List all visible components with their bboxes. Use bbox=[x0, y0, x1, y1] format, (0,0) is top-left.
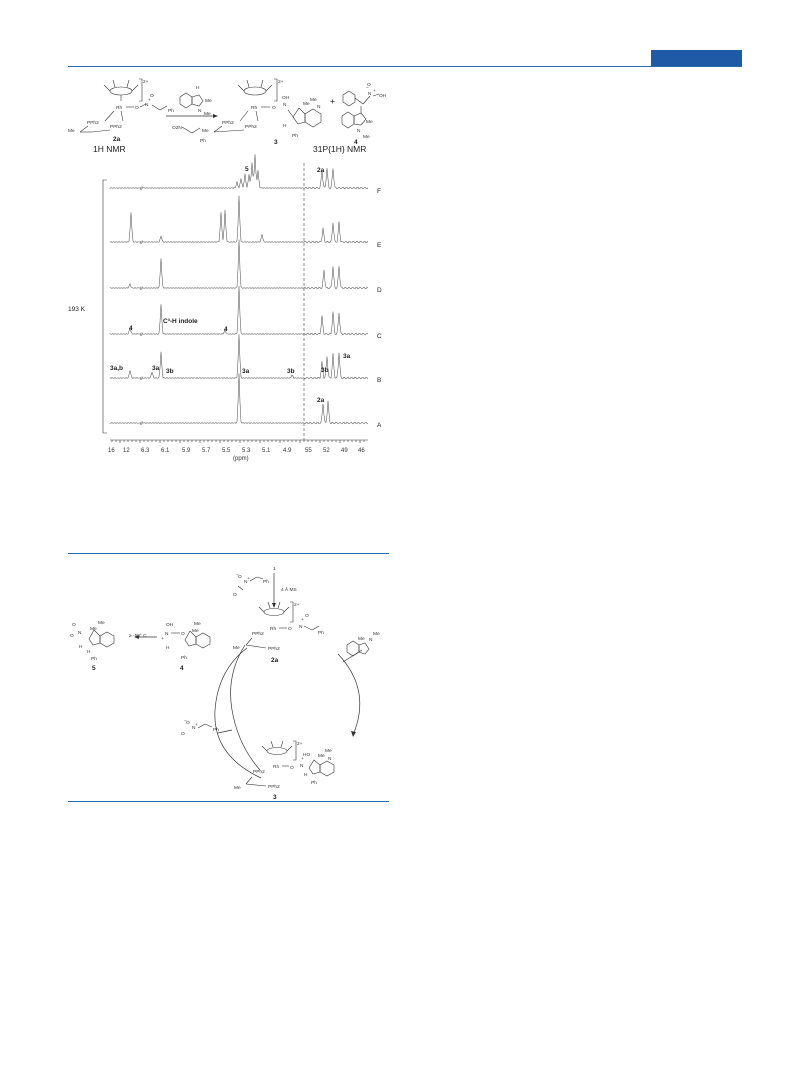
arrowhead-icon-3 bbox=[351, 731, 356, 737]
charge-label-2: 2+ bbox=[278, 80, 284, 85]
catalytic-cycle-figure bbox=[0, 555, 809, 805]
h-label-4: H bbox=[166, 646, 170, 651]
o2n-label: O2N bbox=[172, 126, 182, 131]
tick-5-1: 5.1 bbox=[262, 448, 271, 454]
me-label-4: Me bbox=[303, 102, 310, 107]
start-nitrone bbox=[233, 573, 269, 598]
n-label-14: N bbox=[78, 631, 82, 636]
n-label-8: N bbox=[299, 625, 303, 630]
o-label-6: O bbox=[233, 593, 237, 598]
plus-label: + bbox=[148, 98, 151, 103]
peak-label-b-3a: 3a bbox=[152, 365, 160, 372]
plus-label-5: + bbox=[195, 723, 198, 728]
peak-label-b-3ab: 3a,b bbox=[110, 365, 124, 372]
peak-label-f-5: 5 bbox=[245, 166, 249, 173]
arrowhead-icon bbox=[213, 114, 218, 118]
spectrum-trace-c bbox=[110, 286, 368, 335]
minus-label-2: − bbox=[236, 573, 239, 578]
spectrum-trace-f bbox=[110, 154, 368, 189]
start-label: 1 bbox=[273, 567, 276, 572]
n-label: N bbox=[145, 103, 149, 108]
axis-break-icon: // bbox=[140, 187, 143, 192]
charge-label-4: 2+ bbox=[297, 742, 303, 747]
axis-unit: (ppm) bbox=[233, 456, 249, 462]
spectrum-trace-e bbox=[110, 196, 368, 243]
n-label-9: N bbox=[369, 638, 373, 643]
me-label-8: Me bbox=[363, 135, 370, 140]
o-label-11: O bbox=[290, 766, 294, 771]
tick-55: 55 bbox=[305, 448, 312, 454]
me-label-6: Me bbox=[202, 129, 209, 134]
trace-letter-a: A bbox=[377, 422, 382, 429]
o-label: O bbox=[135, 106, 139, 111]
peak-label-b-3a-mid: 3a bbox=[242, 368, 250, 375]
n-label-13: N bbox=[165, 632, 169, 637]
nmr-1h-title: 1H NMR bbox=[93, 144, 126, 154]
n-label-11: N bbox=[300, 764, 304, 769]
plus-sign: + bbox=[330, 96, 335, 106]
charge-label-3: 2+ bbox=[294, 603, 300, 608]
ho-label: HO bbox=[303, 753, 311, 758]
tick-6-3: 6.3 bbox=[141, 448, 150, 454]
n-label-2: N bbox=[198, 109, 202, 114]
minus-label: − bbox=[366, 86, 369, 91]
me-label-7: Me bbox=[366, 120, 373, 125]
me-label-17: Me bbox=[90, 627, 97, 632]
cycle-indole bbox=[347, 631, 380, 656]
tick-52: 52 bbox=[323, 448, 330, 454]
nmr-figure bbox=[0, 0, 809, 470]
arrowhead-icon-2 bbox=[272, 603, 276, 608]
me-label: Me bbox=[68, 129, 75, 134]
peak-label-b-3b-mid: 3b bbox=[287, 368, 295, 375]
cycle-label-2a: 2a bbox=[271, 657, 279, 664]
h-label-6: H bbox=[87, 650, 91, 655]
tick-6-1: 6.1 bbox=[161, 448, 170, 454]
pph2-label-3: PPh2 bbox=[222, 121, 234, 126]
release-arrow bbox=[218, 730, 232, 733]
figure-rule-top bbox=[68, 553, 389, 554]
o-label-14: O bbox=[70, 634, 74, 639]
minus-label-3: − bbox=[184, 719, 187, 724]
peak-label-a-2a: 2a bbox=[317, 397, 325, 404]
o-label-4: O bbox=[367, 83, 371, 88]
n-label-5: N bbox=[368, 92, 372, 97]
ph-label-4: Ph bbox=[263, 580, 269, 585]
tick-5-5: 5.5 bbox=[222, 448, 231, 454]
rh-label-4: Rh bbox=[273, 765, 280, 770]
cycle-complex-3 bbox=[234, 741, 334, 801]
axis-break-icon: // bbox=[140, 333, 143, 338]
cycle-arc-left bbox=[215, 648, 261, 778]
cycle-product-4 bbox=[161, 621, 210, 672]
trace-letter-c: C bbox=[377, 333, 382, 340]
me-label-14: Me bbox=[234, 786, 241, 791]
n-label-4: N bbox=[317, 105, 321, 110]
pph2-label-5: PPh2 bbox=[252, 632, 264, 637]
product-4 bbox=[342, 82, 387, 146]
cycle-arc-right bbox=[338, 654, 360, 735]
o-label-8: O bbox=[305, 614, 309, 619]
cycle-label-4: 4 bbox=[180, 665, 184, 672]
tick-46: 46 bbox=[358, 448, 365, 454]
indole-reagent bbox=[180, 85, 212, 117]
peak-label-c-indole: C³-H indole bbox=[163, 318, 198, 325]
tick-5-7: 5.7 bbox=[202, 448, 211, 454]
n-label-10: N bbox=[192, 726, 196, 731]
o-label-3: O bbox=[272, 106, 276, 111]
peak-label-c-4: 4 bbox=[129, 325, 133, 332]
me-label-3: Me bbox=[204, 112, 211, 117]
me-label-11: Me bbox=[358, 637, 365, 642]
trace-letter-b: B bbox=[377, 377, 382, 384]
o-label-12: O bbox=[181, 632, 185, 637]
ph-label-9: Ph bbox=[91, 657, 97, 662]
plus-label-6: + bbox=[301, 757, 304, 762]
pph2-label-8: PPh2 bbox=[268, 785, 280, 790]
cycle-label-5: 5 bbox=[92, 665, 96, 672]
n-label-7: N bbox=[244, 580, 248, 585]
o-label-5: O bbox=[238, 575, 242, 580]
n-label-6: N bbox=[357, 129, 361, 134]
spectra-traces bbox=[110, 154, 368, 427]
h-label-5: H bbox=[79, 645, 83, 650]
pph2-label-7: PPh2 bbox=[253, 770, 265, 775]
peak-label-b-3b: 3b bbox=[166, 368, 174, 375]
ph-label-6: Ph bbox=[213, 728, 219, 733]
axis-break-icon: // bbox=[140, 287, 143, 292]
cycle-product-5 bbox=[70, 620, 114, 672]
o-label-9: O bbox=[186, 721, 190, 726]
oh-label-3: OH bbox=[166, 623, 174, 628]
oh-label-2: OH bbox=[379, 94, 387, 99]
condition-label: ≥ -50° C bbox=[129, 634, 147, 639]
temperature-bracket bbox=[103, 180, 107, 433]
me-label-18: Me bbox=[98, 621, 105, 626]
label-2a: 2a bbox=[113, 136, 121, 143]
peak-label-b-3a-p: 3a bbox=[343, 353, 351, 360]
tick-4-9: 4.9 bbox=[283, 448, 292, 454]
axis-break-icon: // bbox=[140, 422, 143, 427]
nmr-31p-title: 31P{1H} NMR bbox=[313, 144, 367, 154]
product-complex-3 bbox=[202, 79, 321, 146]
me-label-13: Me bbox=[325, 749, 332, 754]
ph-label-2: Ph bbox=[200, 139, 206, 144]
n-label-3: N bbox=[283, 103, 287, 108]
oh-label: OH bbox=[282, 96, 290, 101]
trace-letter-e: E bbox=[377, 242, 382, 249]
pph2-label: PPh2 bbox=[87, 121, 99, 126]
ph-label: Ph bbox=[168, 109, 174, 114]
me-label-16: Me bbox=[194, 622, 201, 627]
plus-label-4: + bbox=[301, 618, 304, 623]
label-3: 3 bbox=[274, 139, 278, 146]
h-label-3: H bbox=[304, 773, 308, 778]
tick-16: 16 bbox=[108, 448, 115, 454]
cycle-complex-2a bbox=[233, 602, 324, 664]
h-label: H bbox=[196, 86, 200, 91]
spectrum-trace-b bbox=[110, 334, 368, 379]
o-label-2: O bbox=[150, 94, 154, 99]
pph2-label-6: PPh2 bbox=[268, 647, 280, 652]
figure-rule-bottom bbox=[68, 801, 389, 802]
ph-label-3: Ph bbox=[292, 134, 298, 139]
pph2-label-4: PPh2 bbox=[245, 125, 257, 130]
spectrum-trace-a bbox=[110, 373, 368, 424]
temperature-label: 193 K bbox=[68, 306, 85, 313]
ph-label-5: Ph bbox=[318, 631, 324, 636]
trace-letter-d: D bbox=[377, 287, 382, 294]
cycle-label-3: 3 bbox=[273, 794, 277, 801]
o-label-10: O bbox=[181, 732, 185, 737]
me-label-10: Me bbox=[373, 632, 380, 637]
rh-label: Rh bbox=[116, 106, 123, 111]
tick-5-3: 5.3 bbox=[242, 448, 251, 454]
pph2-label-2: PPh2 bbox=[110, 125, 122, 130]
h-label-2: H bbox=[283, 124, 287, 129]
me-label-9: Me bbox=[233, 646, 240, 651]
me-label-2: Me bbox=[205, 99, 212, 104]
tick-5-9: 5.9 bbox=[182, 448, 191, 454]
ph-label-8: Ph bbox=[181, 656, 187, 661]
axis-ticks bbox=[112, 440, 364, 443]
charge-label: 2+ bbox=[143, 80, 149, 85]
o-label-7: O bbox=[288, 627, 292, 632]
peak-label-c-4-right: 4 bbox=[224, 326, 228, 333]
indole-entry-arrow bbox=[343, 650, 362, 662]
label-4: 4 bbox=[354, 139, 358, 146]
me-label-5: Me bbox=[310, 98, 317, 103]
plus-label-2: + bbox=[373, 89, 376, 94]
nitrostyrene-reagent bbox=[172, 125, 206, 144]
tick-49: 49 bbox=[341, 448, 348, 454]
spectrum-trace-d bbox=[110, 240, 368, 289]
rh-label-3: Rh bbox=[270, 627, 277, 632]
axis-break-icon: // bbox=[140, 377, 143, 382]
trace-letter-f: F bbox=[377, 188, 381, 195]
peak-label-b-3b-p: 3b bbox=[321, 367, 329, 374]
plus-label-3: + bbox=[247, 577, 250, 582]
released-nitrone bbox=[181, 719, 219, 737]
ph-label-7: Ph bbox=[311, 781, 317, 786]
axis-break-icon: // bbox=[140, 241, 143, 246]
plus-label-7: + bbox=[161, 637, 164, 642]
n-label-12: N bbox=[328, 757, 332, 762]
rh-label-2: Rh bbox=[251, 106, 258, 111]
o-label-13: O bbox=[72, 623, 76, 628]
reactant-complex-2a bbox=[68, 79, 174, 143]
me-label-15: Me bbox=[192, 629, 199, 634]
peak-label-f-2a: 2a bbox=[317, 167, 325, 174]
cycle-arc-left-inner bbox=[231, 645, 260, 770]
sieves-label: 4 Å MS bbox=[281, 588, 297, 593]
me-label-12: Me bbox=[318, 754, 325, 759]
tick-12: 12 bbox=[123, 448, 130, 454]
